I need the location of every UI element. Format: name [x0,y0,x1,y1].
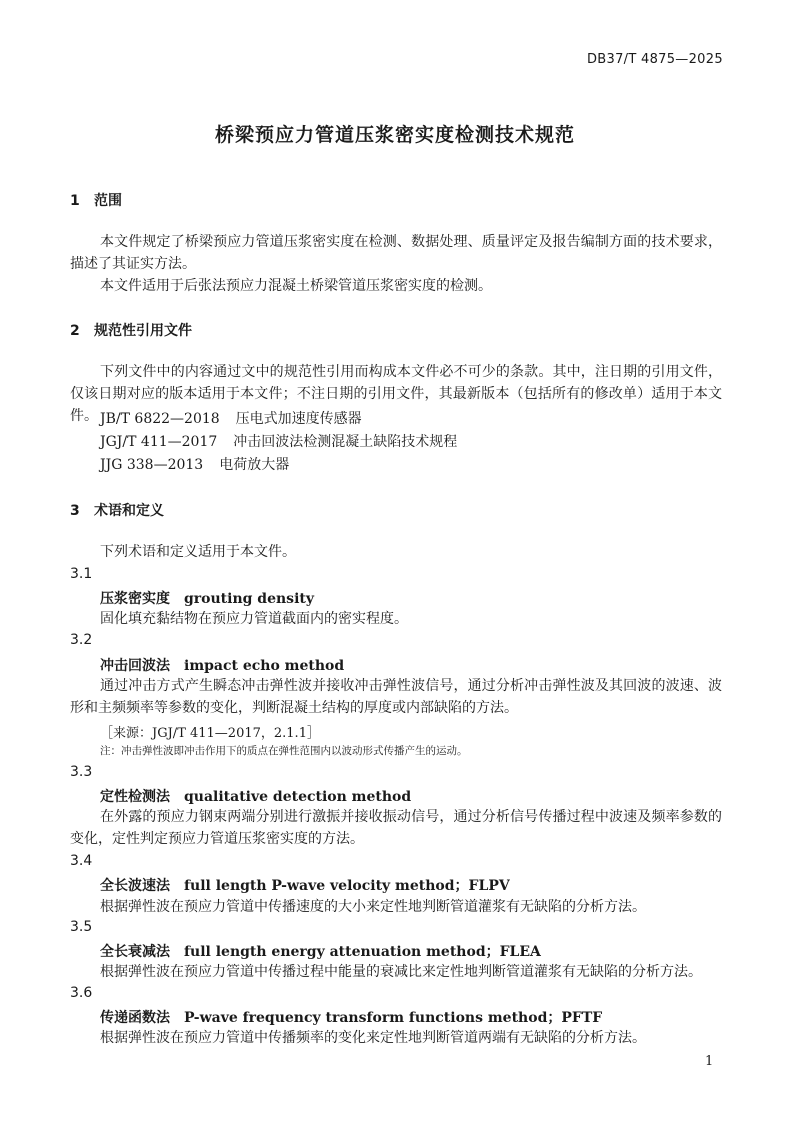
term-english: qualitative detection method [184,789,412,805]
section-1-paragraph-2: 本文件适用于后张法预应力混凝土桥梁管道压浆密实度的检测。 [100,278,492,294]
term-english: full length P-wave velocity method；FLPV [184,878,510,894]
term-title [100,875,510,895]
reference-code: JB/T 6822—2018 [100,411,220,427]
reference-item [100,408,362,428]
term-number: 3.2 [70,632,93,648]
term-number: 3.5 [70,919,93,935]
term-chinese: 冲击回波法 [100,658,170,674]
section-number: 1 [70,193,80,209]
reference-name: 冲击回波法检测混凝土缺陷技术规程 [233,434,458,450]
term-chinese: 全长波速法 [100,878,170,894]
reference-code: JGJ/T 411—2017 [100,434,218,450]
term-number: 3.3 [70,764,93,780]
term-title [100,588,314,608]
term-english: grouting density [184,591,314,607]
reference-item [100,454,289,474]
page-number: 1 [705,1054,714,1069]
section-title: 规范性引用文件 [94,323,192,339]
term-definition: 根据弹性波在预应力管道中传播频率的变化来定性地判断管道两端有无缺陷的分析方法。 [100,1030,646,1046]
section-title: 术语和定义 [94,503,164,519]
term-english: P-wave frequency transform functions method；PFTF [184,1010,603,1026]
term-definition: 根据弹性波在预应力管道中传播过程中能量的衰减比来定性地判断管道灌浆有无缺陷的分析方法。 [100,964,702,980]
section-number: 2 [70,323,80,339]
term-english: impact echo method [184,658,345,674]
term-number: 3.4 [70,853,93,869]
term-source: ［来源：JGJ/T 411—2017，2.1.1］ [100,726,320,741]
term-chinese: 定性检测法 [100,789,170,805]
term-title [100,941,541,961]
term-definition: 固化填充黏结物在预应力管道截面内的密实程度。 [100,611,408,627]
term-definition: 在外露的预应力钢束两端分别进行激振并接收振动信号，通过分析信号传播过程中波速及频率参数的变化，定性判定预应力管道压浆密实度的方法。 [70,809,722,847]
term-english: full length energy attenuation method；FLEA [184,944,541,960]
reference-name: 压电式加速度传感器 [235,411,362,427]
term-chinese: 压浆密实度 [100,591,170,607]
term-definition: 通过冲击方式产生瞬态冲击弹性波并接收冲击弹性波信号，通过分析冲击弹性波及其回波的波速、波形和主频频率等参数的变化，判断混凝土结构的厚度或内部缺陷的方法。 [70,678,722,716]
section-1-paragraph-1: 本文件规定了桥梁预应力管道压浆密实度在检测、数据处理、质量评定及报告编制方面的技术要求，描述了其证实方法。 [70,234,722,272]
section-3-intro: 下列术语和定义适用于本文件。 [100,544,296,560]
section-2-paragraph-1: 下列文件中的内容通过文中的规范性引用而构成本文件必不可少的条款。其中，注日期的引用文件，仅该日期对应的版本适用于本文件；不注日期的引用文件，其最新版本（包括所有的修改单）适用于本文件。 [70,364,722,424]
reference-code: JJG 338—2013 [100,457,204,473]
term-note: 注：冲击弹性波即冲击作用下的质点在弹性范围内以波动形式传播产生的运动。 [100,745,468,757]
term-title [100,1007,602,1027]
section-title: 范围 [94,193,122,209]
section-2-heading [70,320,192,340]
term-title [100,655,344,675]
reference-name: 电荷放大器 [219,457,290,473]
term-number: 3.6 [70,985,93,1001]
reference-item [100,431,457,451]
term-definition: 根据弹性波在预应力管道中传播速度的大小来定性地判断管道灌浆有无缺陷的分析方法。 [100,899,646,915]
section-3-heading [70,500,164,520]
document-id: DB37/T 4875—2025 [587,52,723,67]
term-chinese: 传递函数法 [100,1010,170,1026]
page-title: 桥梁预应力管道压浆密实度检测技术规范 [214,124,575,146]
section-1-heading [70,190,122,210]
term-chinese: 全长衰减法 [100,944,170,960]
section-number: 3 [70,503,80,519]
term-number: 3.1 [70,566,93,582]
term-title [100,786,411,806]
